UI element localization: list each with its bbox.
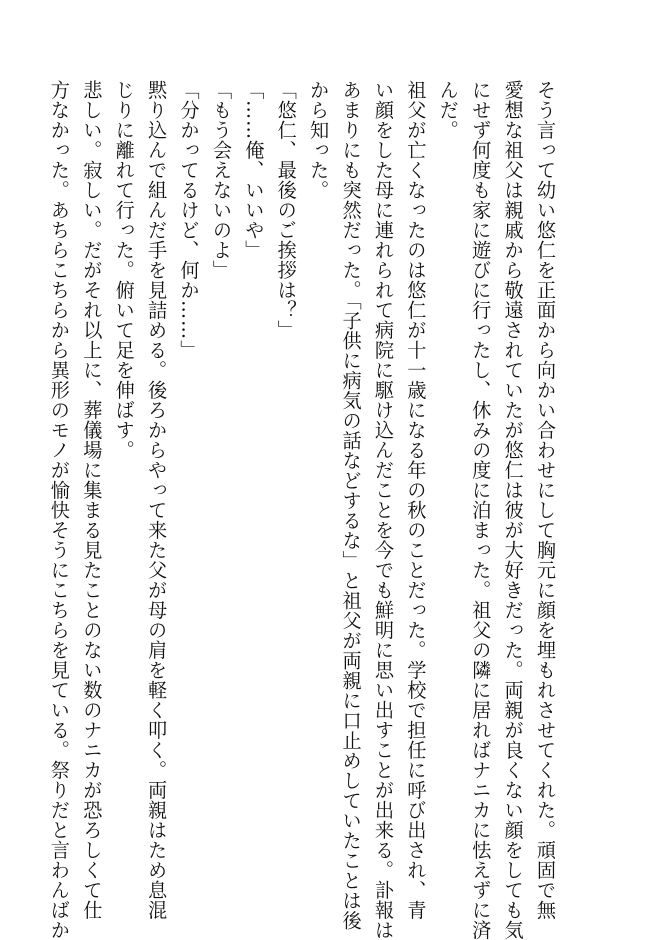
text-line: あまりにも突然だった。「子供に病気の話などするな」と祖父が両親に口止めしていたことは後 [339, 80, 363, 931]
text-line: 祖父が亡くなったのは悠仁が十一歳になる年の秋のことだった。学校で担任に呼び出され、青 [404, 80, 428, 920]
text-line: から知った。 [307, 80, 331, 200]
text-line: 黙り込んで組んだ手を見詰める。後ろからやって来た父が母の肩を軽く叩く。両親はため息混 [145, 80, 169, 920]
text-line: 愛想な祖父は親戚から敬遠されていたが悠仁は彼が大好きだった。両親が良くない顔をしても気 [501, 80, 525, 940]
text-line: 悲しい。寂しい。だがそれ以上に、葬儀場に集まる見たことのない数のナニカが恐ろしくて仕 [80, 80, 104, 920]
text-line: んだ。 [436, 80, 460, 140]
dialogue-line: 「……俺、いいや」 [242, 80, 266, 260]
text-line: い顔をした母に連れられて病院に駆け込んだことを今でも鮮明に思い出すことが出来る。訃報は [371, 80, 395, 940]
text-line: そう言って幼い悠仁を正面から向かい合わせにして胸元に顔を埋もれさせてくれた。頑固で無 [534, 80, 557, 920]
body-text [43, 80, 562, 940]
text-line: じりに離れて行った。俯いて足を伸ばす。 [112, 80, 136, 460]
text-line: にせず何度も家に遊びに行ったし、休みの度に泊まった。祖父の隣に居ればナニカに怯えずに済 [469, 80, 493, 940]
text-line: 方なかった。あちらこちらから異形のモノが愉快そうにこちらを見ている。祭りだと言わんばか [47, 80, 71, 940]
dialogue-line: 「もう会えないのよ」 [209, 80, 233, 280]
dialogue-line: 「分かってるけど、何か……」 [177, 80, 201, 360]
dialogue-line: 「悠仁、最後のご挨拶は？」 [274, 80, 298, 340]
